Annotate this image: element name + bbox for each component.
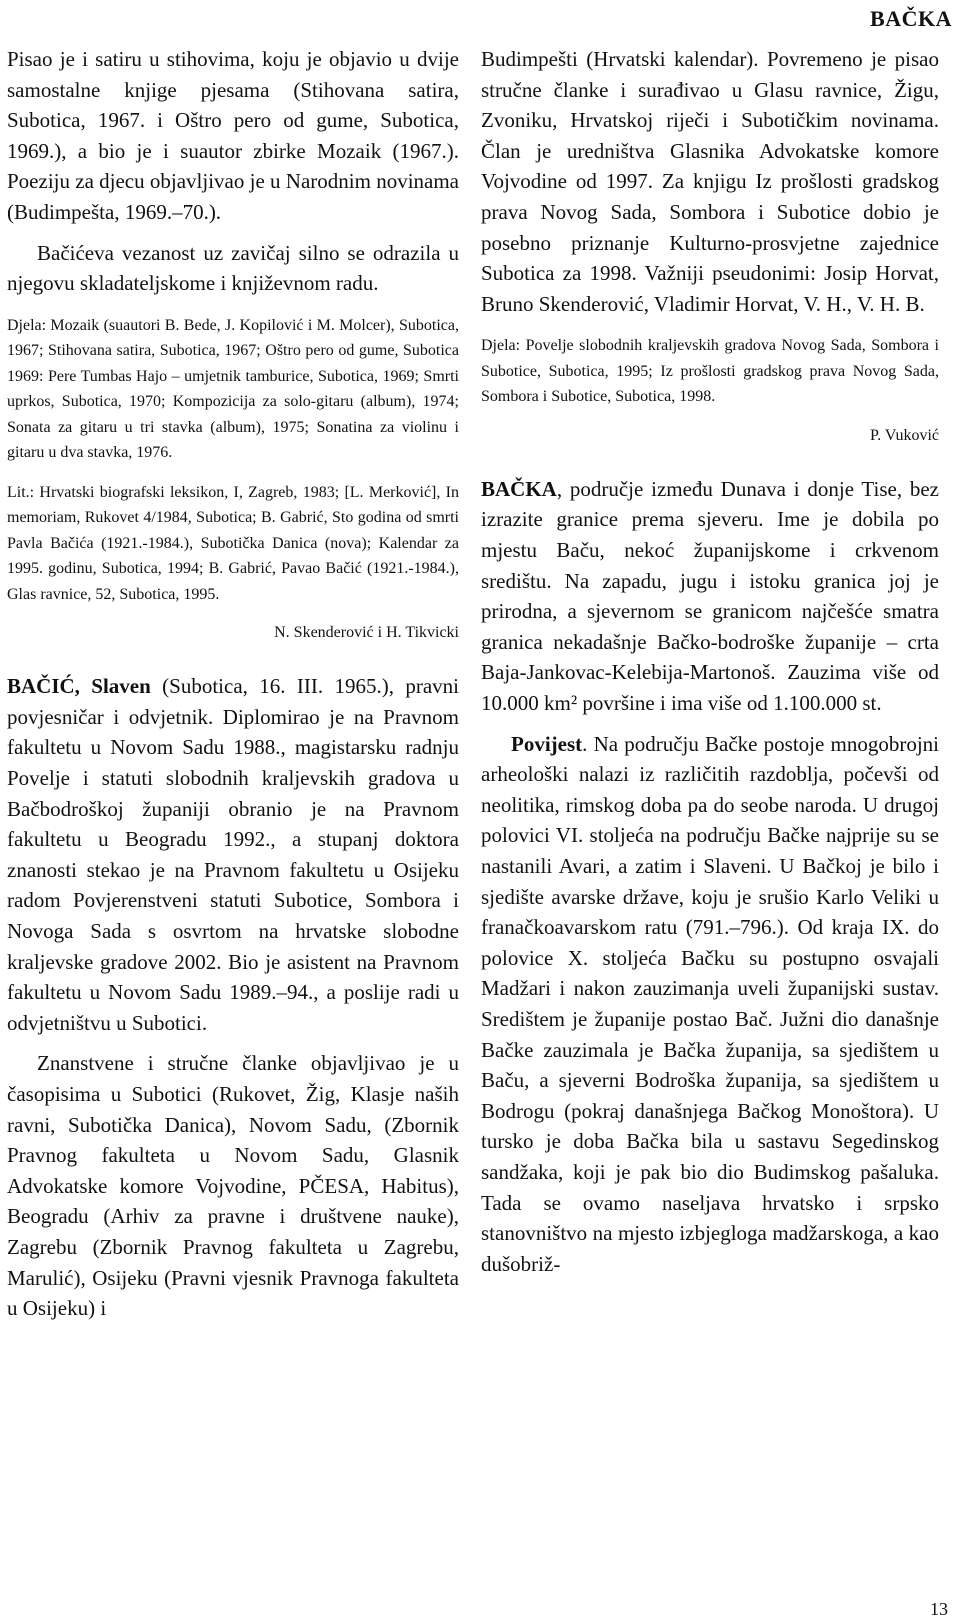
right-works-list: Djela: Povelje slobodnih kraljevskih gradova Novog Sada, Sombora i Subotice, Subotica, 1995; Iz prošlosti gradskog prava Novog Sada, Sombora i Subotice, Subotica, 1998. bbox=[481, 337, 939, 406]
entry-bacic-slaven bbox=[7, 671, 459, 1038]
left-works-list: Djela: Mozaik (suautori B. Bede, J. Kopilović i M. Molcer), Subotica, 1967; Stihovana satira, Subotica, 1967; Oštro pero od gume, Subotica 1969: Pere Tumbas Hajo – umjetnik tamburice, Subotica, 1969; Smrti uprkos, Subotica, 1970; Kompozicija za solo-gitaru (album), 1974; Sonata za gitaru u tri stavka (album), 1975; Sonatina za violinu i gitaru u dva stavka, 1976. bbox=[7, 316, 459, 462]
section-povijest-heading: Povijest bbox=[511, 731, 583, 756]
entry-backa bbox=[481, 474, 939, 719]
right-author-signature: P. Vuković bbox=[870, 426, 939, 444]
left-column bbox=[7, 44, 459, 1324]
section-povijest-text: . Na području Bačke postoje mnogobrojni arheološki nalazi iz različitih razdoblja, počevši od neolitika, rimskog doba pa do seobe naroda. U drugoj polovici VI. stoljeća na području Bačke najprije su se nastanili Avari, a zatim i Slaveni. U Bačkoj je bilo i sjedište avarske države, koju je srušio Karlo Veliki u franačkoavarskom ratu (791.–796.). Od kraja IX. do polovice X. stoljeća Bačku su postupno osvajali Madžari i nakon zauzimanja uveli županijski sustav. Središtem je županije postao Bač. Južni dio današnje Bačke zauzimala je Bačka županija, sa sjedištem u Baču, a sjeverni Bodroška županija, sa sjedištem u Bodrogu (pokraj današnjega Bačkog Monoštora). U tursko je doba Bačka bila u sastavu Segedinskog sandžaka, koji je pak bio dio Budimskog pašaluka. Tada se ovamo naseljava hrvatsko i srpsko stanovništvo na mjesto izbjegloga madžarskoga, a kao dušobriž- bbox=[481, 731, 939, 1276]
left-literature-list: Lit.: Hrvatski biografski leksikon, I, Zagreb, 1983; [L. Merković], In memoriam, Rukovet 4/1984, Subotica; B. Gabrić, Sto godina od smrti Pavla Bačića (1921.-1984.), Subotička Danica (nova); Kalendar za 1995. godinu, Subotica, 1994; B. Gabrić, Pavao Bačić (1921.-1984.), Glas ravnice, 52, Subotica, 1995. bbox=[7, 483, 459, 603]
page-number: 13 bbox=[930, 1599, 948, 1619]
left-paragraph-1: Pisao je i satiru u stihovima, koju je objavio u dvije samostalne knjige pjesama (Stihovana satira, Subotica, 1967. i Oštro pero od gume, Subotica, 1969.), a bio je i suautor zbirke Mozaik (1967.). Poeziju za djecu objavljivao je u Narodnim novinama (Budimpešta, 1969.–70.). bbox=[7, 47, 459, 224]
right-paragraph-1: Budimpešti (Hrvatski kalendar). Povremeno je pisao stručne članke i surađivao u Glasu ravnice, Žigu, Zvoniku, Hrvatskoj riječi i Subotičkim novinama. Član je uredništva Glasnika Advokatske komore Vojvodine od 1997. Za knjigu Iz prošlosti gradskog prava Novog Sada, Sombora i Subotice dobio je posebno priznanje Kulturno-prosvjetne zajednice Subotica za 1998. Važniji pseudonimi: Josip Horvat, Bruno Skenderović, Vladimir Horvat, V. H., V. H. B. bbox=[481, 47, 939, 316]
entry-bacic-slaven-headword: BAČIĆ, Slaven bbox=[7, 674, 151, 699]
entry-backa-text: , područje između Dunava i donje Tise, bez izrazite granice prema sjeveru. Ime je dobila po mjestu Baču, nekoć županijskome i crkvenom središtu. Na zapadu, jugu i istoku granica joj je prirodna, a sjevernom se granicom najčešće smatra granica nekadašnje Bačko-bodroške županije – crta Baja-Jankovac-Kelebija-Martonoš. Zauzima više od 10.000 km² površine i ima više od 1.100.000 st. bbox=[481, 476, 939, 715]
entry-bacic-slaven-text: (Subotica, 16. III. 1965.), pravni povjesničar i odvjetnik. Diplomirao je na Pravnom fakultetu u Novom Sadu 1988., magistarsku radnju Povelje i statuti slobodnih kraljevskih gradova u Bačbodroškoj županiji obranio je na Pravnom fakultetu u Beogradu 1992., a stupanj doktora znanosti stekao je na Pravnom fakultetu u Osijeku radom Povjerenstveni statuti Subotice, Sombora i Novoga Sada s osvrtom na hrvatske slobodne kraljevske gradove 2002. Bio je asistent na Pravnom fakultetu u Novom Sadu 1989.–94., a poslije radi u odvjetništvu u Subotici. bbox=[7, 674, 459, 1035]
section-povijest bbox=[481, 729, 939, 1280]
left-author-signature: N. Skenderović i H. Tikvicki bbox=[274, 624, 459, 642]
running-head: BAČKA bbox=[870, 6, 952, 31]
left-paragraph-2: Bačićeva vezanost uz zavičaj silno se odrazila u njegovu skladateljskome i književnom radu. bbox=[7, 240, 459, 296]
left-paragraph-last: Znanstvene i stručne članke objavljivao je u časopisima u Subotici (Rukovet, Žig, Klasje naših ravni, Subotička Danica), Novom Sadu, (Zbornik Pravnog fakulteta u Novom Sadu, Glasnik Advokatske komore Vojvodine, PČESA, Habitus), Beogradu (Arhiv za pravne i društvene nauke), Zagrebu (Zbornik Pravnog fakulteta u Zagrebu, Marulić), Osijeku (Pravni vjesnik Pravnoga fakulteta u Osijeku) i bbox=[7, 1051, 459, 1321]
entry-backa-headword: BAČKA bbox=[481, 476, 557, 501]
right-column bbox=[481, 44, 939, 1279]
